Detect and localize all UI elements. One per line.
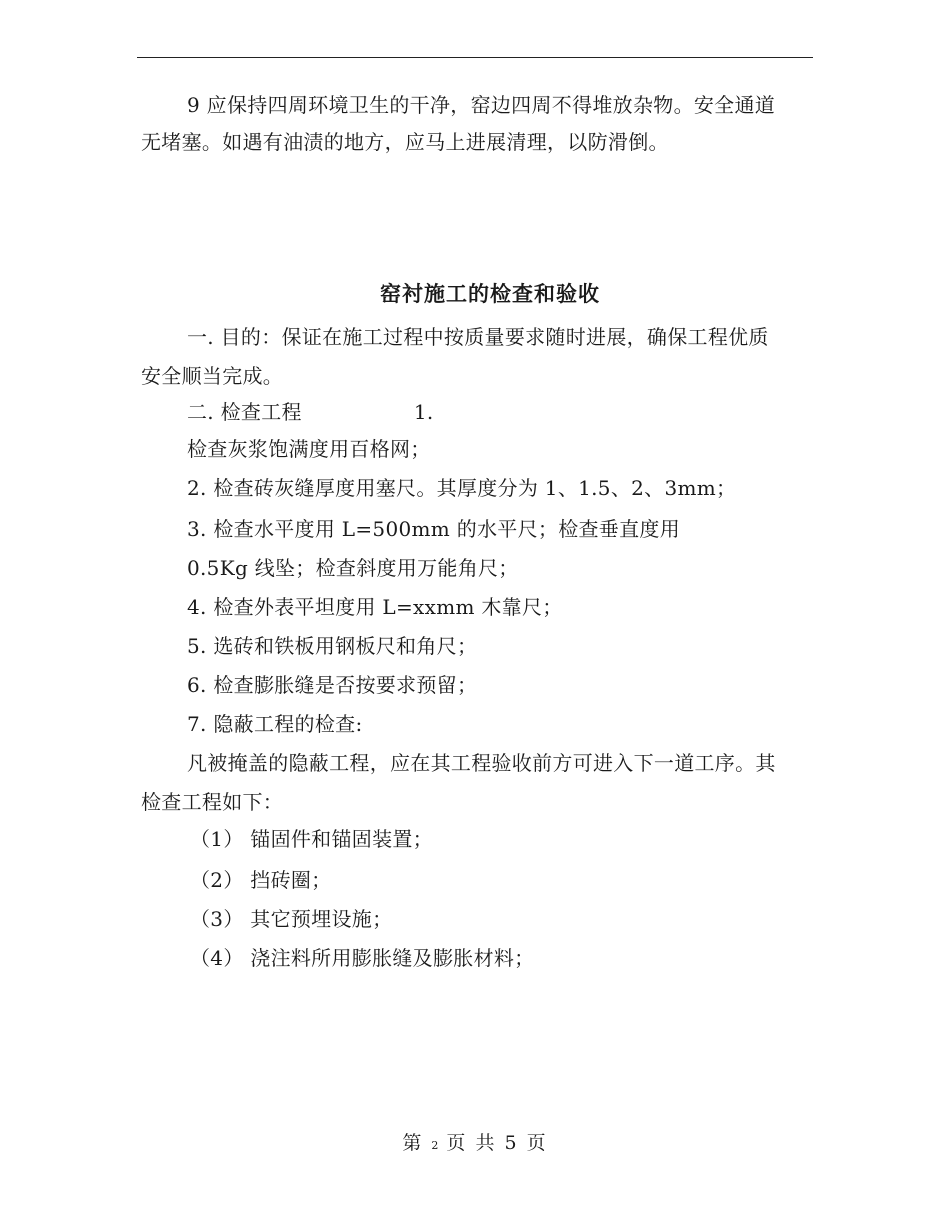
paragraph-line: 无堵塞。如遇有油渍的地方，应马上进展清理，以防滑倒。 xyxy=(141,130,669,154)
paragraph-line: 9 应保持四周环境卫生的干净，窑边四周不得堆放杂物。安全通道 xyxy=(187,93,776,117)
list-item: 0.5Kg 线坠；检查斜度用万能角尺； xyxy=(187,556,519,580)
purpose-line: 安全顺当完成。 xyxy=(141,364,284,388)
section-title: 窑衬施工的检查和验收 xyxy=(380,281,600,306)
list-item: 6. 检查膨胀缝是否按要求预留； xyxy=(187,673,478,697)
footer-total-pages: 5 xyxy=(504,1132,519,1154)
list-item: 7. 隐蔽工程的检查: xyxy=(187,712,363,736)
list-item: 2. 检查砖灰缝厚度用塞尺。其厚度分为 1、1.5、2、3mm； xyxy=(187,476,737,500)
list-item: 检查灰浆饱满度用百格网； xyxy=(187,437,431,461)
hidden-works-line: 检查工程如下： xyxy=(141,790,284,814)
sub-item: （1） 锚固件和锚固装置； xyxy=(190,827,433,851)
header-rule xyxy=(137,57,813,58)
sub-item: （3） 其它预埋设施； xyxy=(190,907,393,931)
inspection-heading-label: 二. 检查工程 xyxy=(187,400,302,424)
list-item: 4. 检查外表平坦度用 L=xxmm 木靠尺； xyxy=(187,595,563,619)
sub-item: （2） 挡砖圈； xyxy=(190,868,332,892)
footer-page-number: 2 xyxy=(431,1139,439,1152)
page-footer xyxy=(0,1131,950,1158)
inspection-first-number: 1. xyxy=(413,400,434,424)
hidden-works-line: 凡被掩盖的隐蔽工程，应在其工程验收前方可进入下一道工序。其 xyxy=(187,751,776,775)
sub-item: （4） 浇注料所用膨胀缝及膨胀材料； xyxy=(190,946,535,970)
footer-prefix: 第 xyxy=(402,1132,424,1154)
footer-middle: 页 共 xyxy=(446,1132,497,1154)
list-item: 5. 选砖和铁板用钢板尺和角尺； xyxy=(187,634,478,658)
purpose-line: 一. 目的：保证在施工过程中按质量要求随时进展，确保工程优质 xyxy=(187,325,769,349)
inspection-heading xyxy=(187,400,434,424)
list-item: 3. 检查水平度用 L=500mm 的水平尺；检查垂直度用 xyxy=(187,517,680,541)
footer-suffix: 页 xyxy=(526,1132,548,1154)
